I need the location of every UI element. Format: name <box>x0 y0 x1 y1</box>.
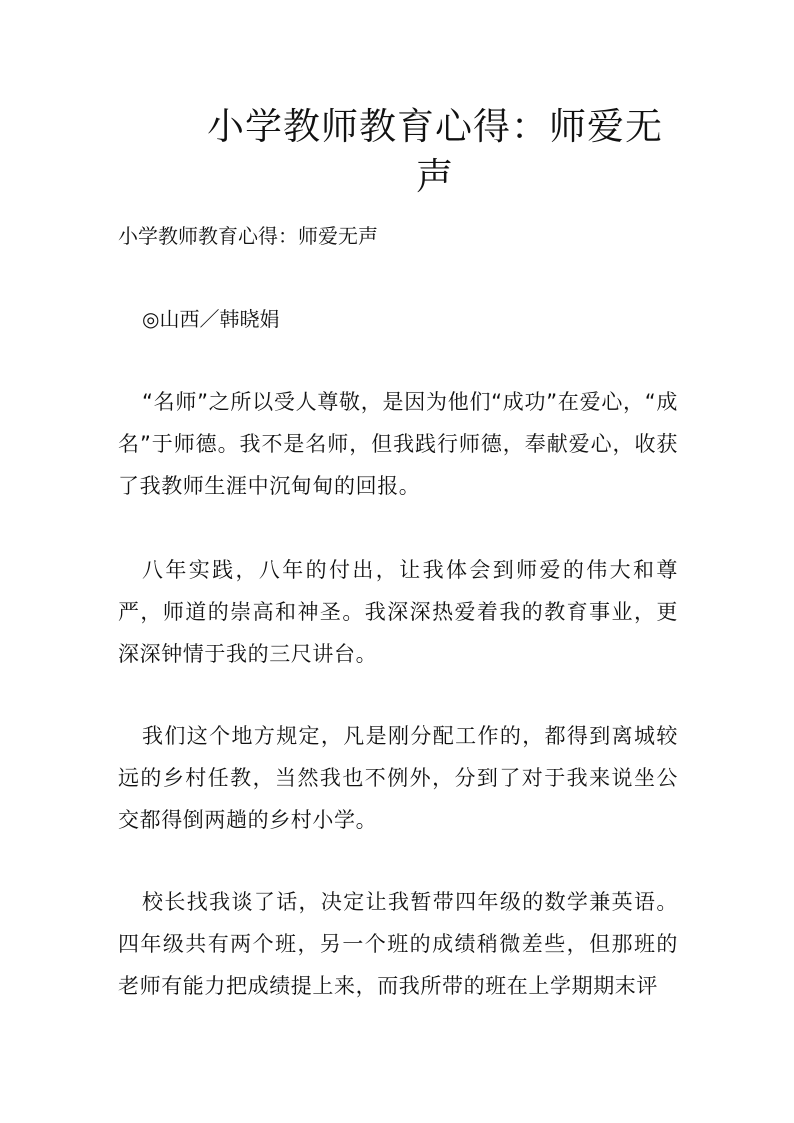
document-title: 小学教师教育心得：师爱无声 <box>207 105 663 198</box>
paragraph: “名师”之所以受人尊敬，是因为他们“成功”在爱心，“成名”于师德。我不是名师，但我践行师德，奉献爱心，收获了我教师生涯中沉甸甸的回报。 <box>118 390 678 498</box>
paragraph: 八年实践，八年的付出，让我体会到师爱的伟大和尊严，师道的崇高和神圣。我深深热爱着我的教育事业，更深深钟情于我的三尺讲台。 <box>118 558 678 666</box>
author-line: ◎山西／韩晓娟 <box>142 307 280 331</box>
paragraph: 我们这个地方规定，凡是刚分配工作的，都得到离城较远的乡村任教，当然我也不例外，分到了对于我来说坐公交都得倒两趟的乡村小学。 <box>118 724 678 832</box>
paragraph: 校长找我谈了话，决定让我暂带四年级的数学兼英语。四年级共有两个班，另一个班的成绩稍微差些，但那班的老师有能力把成绩提上来，而我所带的班在上学期期末评 <box>118 890 678 998</box>
document-subtitle: 小学教师教育心得：师爱无声 <box>118 224 378 248</box>
